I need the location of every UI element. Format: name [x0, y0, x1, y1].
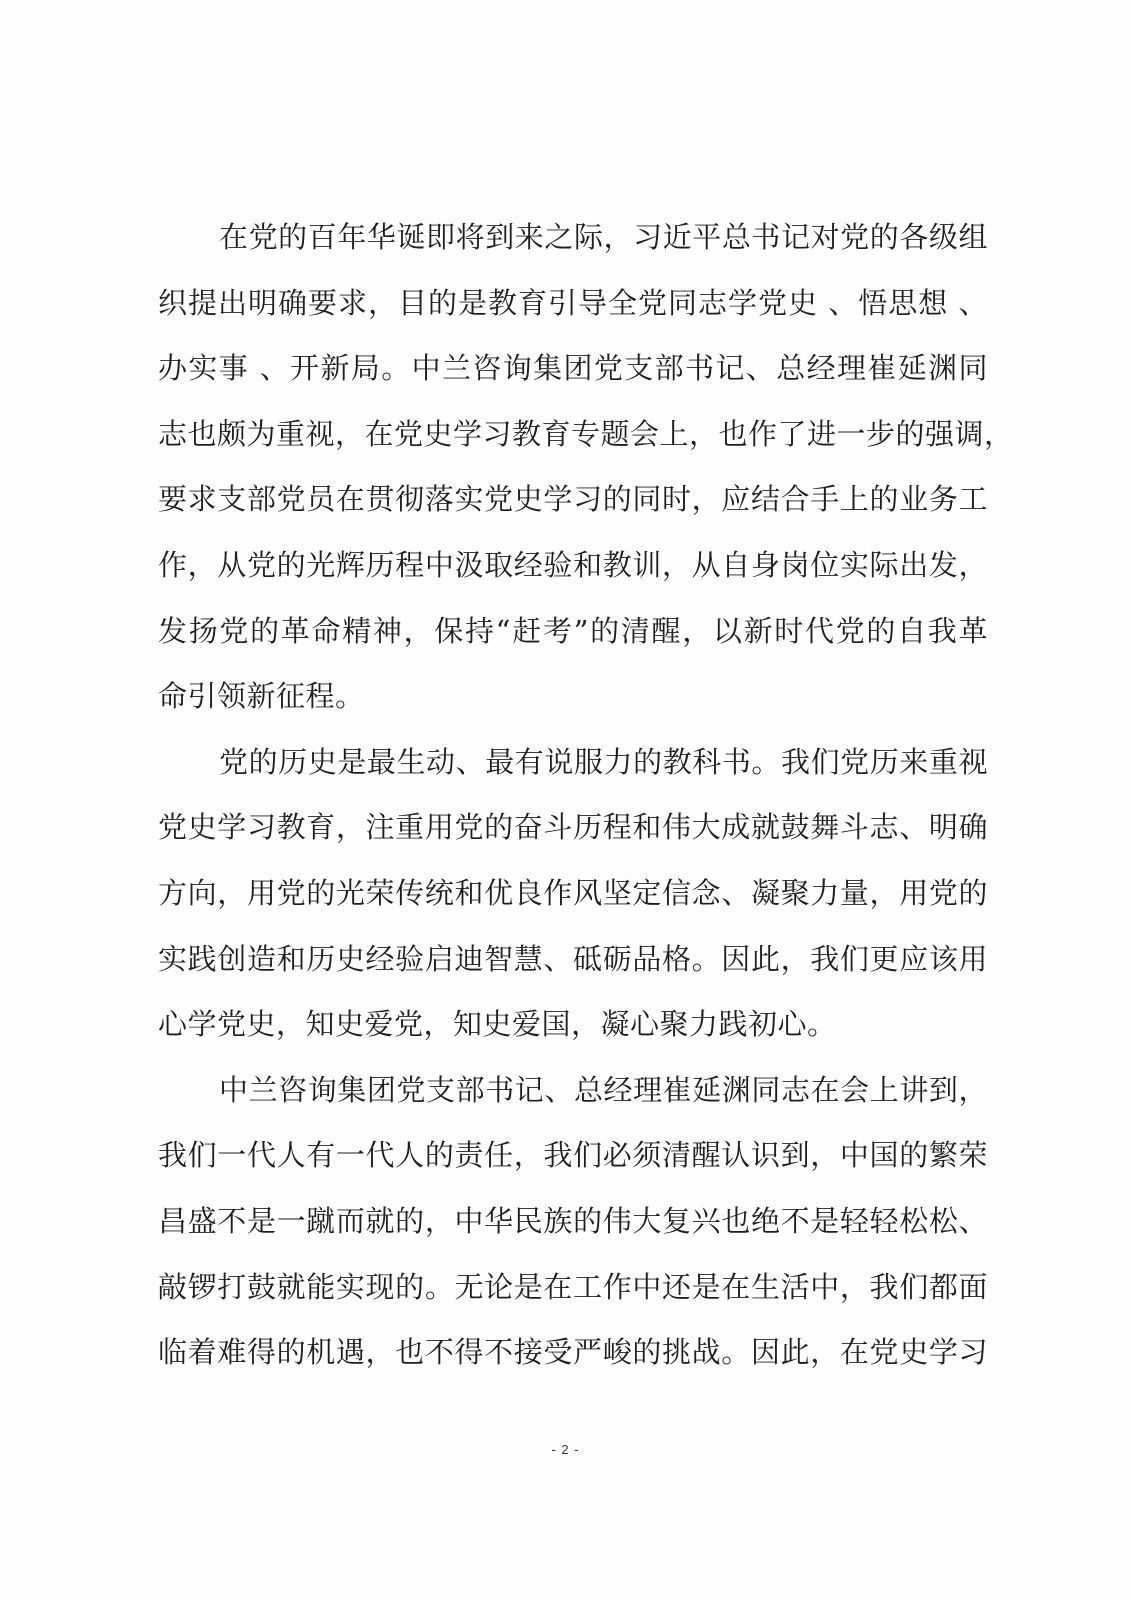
- text-line: 我们一代人有一代人的责任，我们必须清醒认识到，中国的繁荣: [158, 1138, 988, 1173]
- text-line: 方向，用党的光荣传统和优良作风坚定信念、凝聚力量，用党的: [158, 875, 988, 910]
- text-line: 敲锣打鼓就能实现的。无论是在工作中还是在生活中，我们都面: [158, 1269, 988, 1304]
- text-line: 党的历史是最生动、最有说服力的教科书。我们党历来重视: [219, 744, 988, 779]
- text-line: 发扬党的革命精神，保持“赶考”的清醒，以新时代党的自我革: [158, 613, 988, 648]
- paragraph-3: [158, 1058, 988, 1386]
- text-line: 命引领新征程。: [158, 679, 365, 714]
- text-line: 要求支部党员在贯彻落实党史学习的同时，应结合手上的业务工: [158, 482, 988, 517]
- paragraph-1: [158, 205, 1014, 730]
- text-line: 作，从党的光辉历程中汲取经验和教训，从自身岗位实际出发，: [158, 547, 988, 582]
- text-line: 实践创造和历史经验启迪智慧、砥砺品格。因此，我们更应该用: [158, 941, 988, 976]
- paragraph-2: [158, 730, 988, 1058]
- text-line: 办实事 、开新局。中兰咨询集团党支部书记、总经理崔延渊同: [158, 351, 988, 386]
- text-line: 中兰咨询集团党支部书记、总经理崔延渊同志在会上讲到，: [219, 1072, 988, 1107]
- text-line: 志也颇为重视，在党史学习教育专题会上，也作了进一步的强调，: [158, 416, 1014, 451]
- page-number: - 2 -: [551, 1442, 580, 1457]
- text-line: 织提出明确要求，目的是教育引导全党同志学党史 、悟思想 、: [158, 285, 988, 320]
- text-line: 心学党史，知史爱党，知史爱国，凝心聚力践初心。: [158, 1007, 837, 1042]
- text-line: 昌盛不是一蹴而就的，中华民族的伟大复兴也绝不是轻轻松松、: [158, 1203, 988, 1238]
- document-body: [158, 205, 1014, 1386]
- text-line: 党史学习教育，注重用党的奋斗历程和伟大成就鼓舞斗志、明确: [158, 810, 988, 845]
- text-line: 在党的百年华诞即将到来之际，习近平总书记对党的各级组: [219, 220, 988, 254]
- text-line: 临着难得的机遇，也不得不接受严峻的挑战。因此，在党史学习: [158, 1335, 988, 1370]
